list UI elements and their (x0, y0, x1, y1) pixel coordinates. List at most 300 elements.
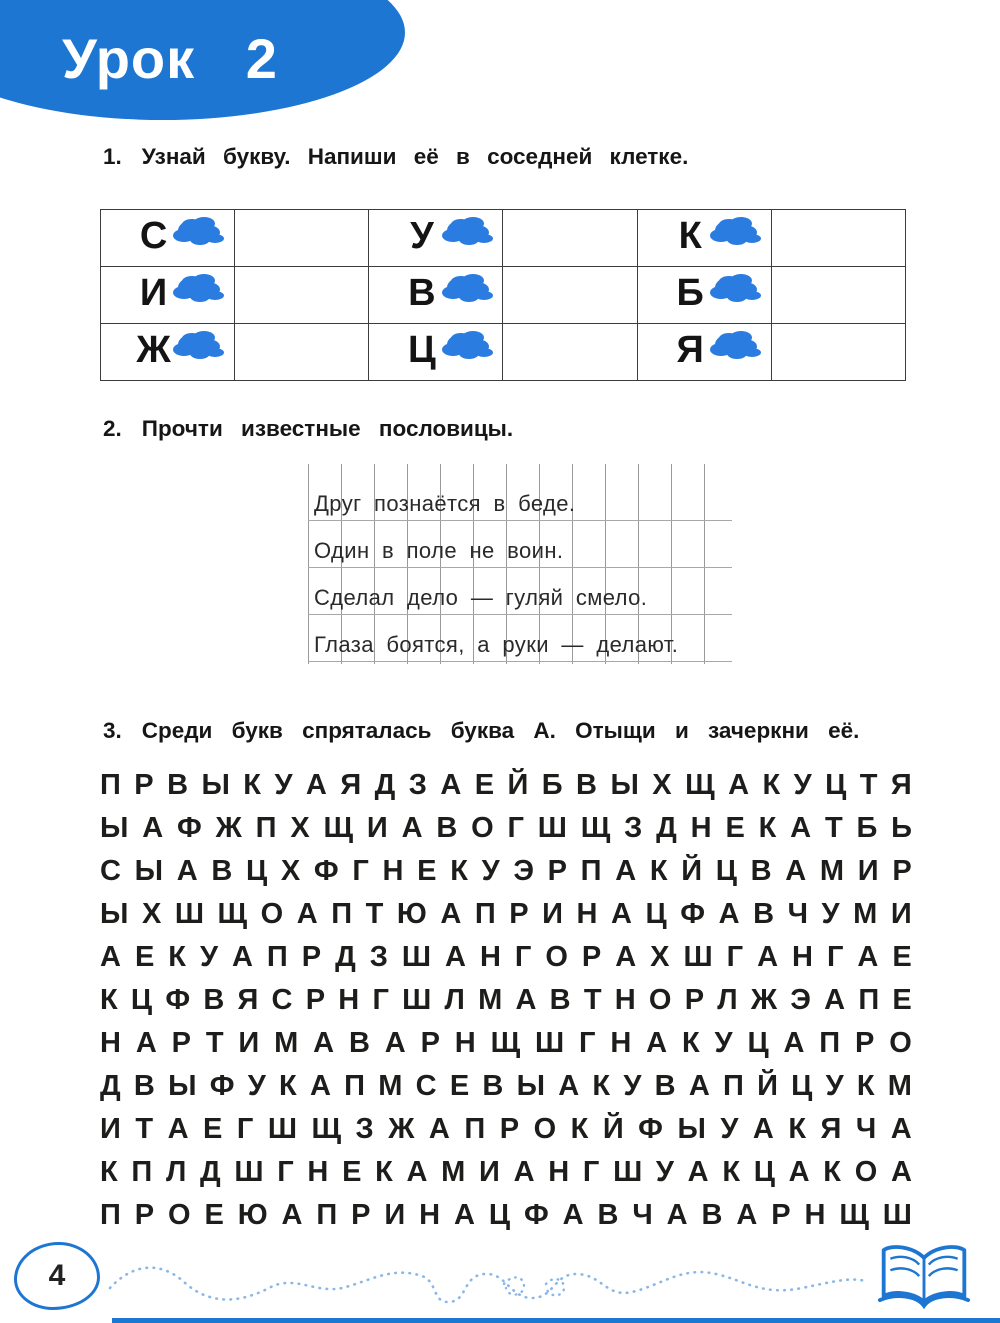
grid-letter: У (199, 941, 218, 973)
grid-letter: Ы (610, 769, 639, 801)
grid-letter: Е (725, 812, 745, 844)
grid-letter: Й (602, 1113, 624, 1145)
grid-letter: Ы (677, 1113, 706, 1145)
grid-letter: Е (474, 769, 495, 801)
cloud-scribble-icon (447, 277, 477, 298)
grid-letter: Д (335, 941, 356, 973)
grid-letter: И (890, 898, 912, 930)
grid-letter: К (450, 855, 468, 887)
given-letter-cell (101, 267, 235, 324)
grid-letter: У (655, 1156, 674, 1188)
grid-letter: Х (290, 812, 310, 844)
grid-letter: Й (507, 769, 529, 801)
grid-letter: Т (824, 812, 843, 844)
grid-letter: К (570, 1113, 589, 1145)
grid-letter: Л (444, 984, 465, 1016)
grid-letter: Н (576, 898, 598, 930)
grid-letter: Н (610, 1027, 632, 1059)
answer-cell[interactable] (771, 267, 905, 324)
letter-grid-row (100, 764, 912, 807)
grid-letter: А (513, 1156, 535, 1188)
grid-letter: Ф (177, 812, 202, 844)
grid-letter: У (825, 1070, 844, 1102)
grid-letter: Ш (683, 941, 713, 973)
grid-letter: З (369, 941, 388, 973)
grid-letter: К (681, 1027, 700, 1059)
grid-letter: А (406, 1156, 428, 1188)
grid-letter: В (482, 1070, 504, 1102)
letter-grid-row (100, 1108, 912, 1151)
grid-letter: Е (342, 1156, 362, 1188)
grid-letter: О (889, 1027, 912, 1059)
grid-letter: О (471, 812, 494, 844)
grid-letter: И (857, 855, 879, 887)
grid-letter: А (752, 1113, 774, 1145)
grid-letter: П (858, 984, 880, 1016)
grid-letter: И (238, 1027, 260, 1059)
cloud-scribble-icon (715, 334, 745, 355)
grid-letter: Ф (680, 898, 706, 930)
grid-letter: К (100, 984, 118, 1016)
grid-letter: З (355, 1113, 374, 1145)
grid-letter: Н (100, 1027, 121, 1059)
grid-letter: В (576, 769, 597, 801)
grid-letter: П (723, 1070, 744, 1102)
grid-letter: И (384, 1199, 406, 1231)
proverb-line: Сделал дело — гуляй смело. (308, 568, 732, 615)
grid-letter: А (790, 812, 812, 844)
grid-letter: А (281, 1199, 303, 1231)
grid-letter: К (823, 1156, 841, 1188)
grid-letter: У (793, 769, 812, 801)
grid-letter: Я (890, 769, 912, 801)
grid-letter: Г (514, 941, 532, 973)
grid-letter: П (255, 812, 277, 844)
table-row (101, 267, 906, 324)
given-letter-cell (369, 324, 503, 381)
grid-letter: В (549, 984, 571, 1016)
answer-cell[interactable] (235, 267, 369, 324)
grid-letter: А (135, 1027, 157, 1059)
cloud-scribble-icon (178, 277, 208, 298)
task2-title: Прочти известные пословицы. (141, 416, 514, 441)
grid-letter: А (100, 941, 121, 973)
grid-letter: Ч (632, 1199, 653, 1231)
letter-grid-row (100, 850, 912, 893)
grid-letter: Ф (523, 1199, 549, 1231)
grid-letter: Х (650, 941, 670, 973)
grid-letter: Р (499, 1113, 520, 1145)
cell-letter: И (139, 271, 168, 314)
grid-letter: А (757, 941, 779, 973)
grid-letter: Ш (537, 812, 567, 844)
grid-letter: М (274, 1027, 299, 1059)
grid-letter: П (819, 1027, 841, 1059)
grid-letter: Ш (882, 1199, 912, 1231)
grid-letter: Т (135, 1113, 154, 1145)
grid-letter: Ы (516, 1070, 545, 1102)
given-letter-cell (101, 324, 235, 381)
grid-letter: К (375, 1156, 393, 1188)
grid-letter: Е (417, 855, 437, 887)
grid-letter: Т (859, 769, 878, 801)
grid-letter: Р (171, 1027, 191, 1059)
grid-letter: Г (582, 1156, 600, 1188)
grid-letter: Р (581, 941, 602, 973)
grid-letter: Ь (891, 812, 912, 844)
grid-letter: А (890, 1113, 912, 1145)
grid-letter: В (167, 769, 189, 801)
grid-letter: А (309, 1070, 331, 1102)
grid-letter: Р (305, 984, 326, 1016)
letter-grid-row (100, 1065, 912, 1108)
grid-letter: К (649, 855, 668, 887)
grid-letter: Г (277, 1156, 294, 1188)
lesson-title: Урок 2 (62, 27, 278, 90)
grid-letter: У (821, 898, 840, 930)
answer-cell[interactable] (503, 210, 637, 267)
grid-letter: В (753, 898, 775, 930)
grid-letter: Я (237, 984, 259, 1016)
page-bottom-rule (112, 1318, 1000, 1323)
grid-letter: А (231, 941, 253, 973)
grid-letter: Ц (791, 1070, 813, 1102)
cloud-scribble-icon (447, 334, 477, 355)
letter-grid-row (100, 1151, 912, 1194)
grid-letter: Г (372, 984, 389, 1016)
cell-letter: Я (676, 328, 704, 371)
given-letter-cell (101, 210, 235, 267)
grid-letter: Э (513, 855, 534, 887)
grid-letter: А (562, 1199, 584, 1231)
task1-heading (103, 144, 688, 170)
table-row (101, 324, 906, 381)
grid-letter: У (481, 855, 500, 887)
grid-letter: Ы (201, 769, 230, 801)
cloud-scribble-icon (447, 220, 477, 241)
grid-letter: В (211, 855, 233, 887)
grid-letter: А (167, 1113, 189, 1145)
grid-letter: А (688, 1070, 710, 1102)
grid-letter: У (247, 1070, 266, 1102)
grid-letter: З (408, 769, 427, 801)
grid-letter: В (348, 1027, 370, 1059)
grid-letter: Ч (787, 898, 808, 930)
grid-letter: Х (280, 855, 301, 887)
page-number: 4 (48, 1259, 66, 1292)
grid-letter: П (464, 1113, 486, 1145)
answer-cell[interactable] (771, 324, 905, 381)
grid-letter: Й (757, 1070, 778, 1102)
grid-letter: А (611, 898, 632, 930)
grid-letter: А (783, 1027, 805, 1059)
grid-letter: О (545, 941, 568, 973)
grid-letter: К (592, 1070, 611, 1102)
cell-letter: К (678, 214, 702, 257)
grid-letter: А (176, 855, 198, 887)
grid-letter: Ф (165, 984, 191, 1016)
letter-grid-row (100, 807, 912, 850)
grid-letter: Щ (217, 898, 248, 930)
grid-letter: Н (419, 1199, 441, 1231)
grid-letter: К (758, 812, 777, 844)
grid-letter: Щ (839, 1199, 869, 1231)
grid-letter: И (366, 812, 388, 844)
letter-grid-row (100, 893, 912, 936)
grid-letter: У (720, 1113, 739, 1145)
grid-letter: Н (548, 1156, 570, 1188)
page-number-bubble (14, 1242, 100, 1310)
grid-letter: С (415, 1070, 437, 1102)
cell-letter: Б (676, 271, 704, 314)
grid-letter: А (440, 769, 462, 801)
grid-letter: П (266, 941, 288, 973)
grid-letter: О (168, 1199, 191, 1231)
grid-letter: К (168, 941, 186, 973)
grid-letter: Н (382, 855, 404, 887)
grid-letter: Ы (134, 855, 164, 887)
cell-letter: В (408, 271, 436, 314)
answer-cell[interactable] (235, 324, 369, 381)
grid-letter: Е (892, 941, 912, 973)
grid-letter: П (580, 855, 602, 887)
given-letter-cell (637, 210, 771, 267)
grid-letter: Б (541, 769, 563, 801)
grid-letter: Р (301, 941, 322, 973)
grid-letter: А (313, 1027, 335, 1059)
letter-recognition-table (100, 209, 906, 381)
grid-letter: Ф (209, 1070, 235, 1102)
grid-letter: Ш (402, 984, 432, 1016)
grid-letter: Ц (488, 1199, 511, 1231)
grid-letter: Ц (715, 855, 737, 887)
letter-grid-row (100, 979, 912, 1022)
grid-letter: Д (656, 812, 677, 844)
grid-letter: Щ (323, 812, 354, 844)
grid-letter: М (853, 898, 878, 930)
grid-letter: Ш (267, 1113, 297, 1145)
grid-letter: О (648, 984, 672, 1016)
grid-letter: Д (374, 769, 396, 801)
grid-letter: В (701, 1199, 723, 1231)
grid-letter: О (854, 1156, 878, 1188)
grid-letter: Щ (685, 769, 715, 801)
grid-letter: Н (792, 941, 813, 973)
cell-letter: У (410, 214, 434, 257)
grid-letter: И (100, 1113, 121, 1145)
grid-letter: Е (134, 941, 155, 973)
grid-letter: К (856, 1070, 875, 1102)
grid-letter: К (722, 1156, 741, 1188)
grid-letter: Ы (100, 812, 129, 844)
grid-letter: О (260, 898, 284, 930)
cloud-scribble-icon (715, 220, 745, 241)
proverb-line: Один в поле не воин. (308, 521, 732, 568)
grid-letter: Ы (168, 1070, 197, 1102)
grid-letter: А (857, 941, 879, 973)
proverb-line: Глаза боятся, а руки — делают. (308, 615, 732, 662)
grid-letter: П (344, 1070, 365, 1102)
answer-cell[interactable] (771, 210, 905, 267)
grid-letter: К (279, 1070, 297, 1102)
given-letter-cell (637, 324, 771, 381)
grid-letter: А (305, 769, 327, 801)
grid-letter: Н (479, 941, 501, 973)
grid-letter: А (615, 855, 637, 887)
grid-letter: Е (892, 984, 912, 1016)
grid-letter: К (100, 1156, 118, 1188)
grid-letter: З (624, 812, 643, 844)
grid-letter: А (440, 898, 462, 930)
grid-letter: Щ (490, 1027, 521, 1059)
grid-letter: Т (365, 898, 384, 930)
grid-letter: П (100, 1199, 121, 1231)
grid-letter: Я (340, 769, 362, 801)
grid-letter: Р (855, 1027, 875, 1059)
grid-letter: М (478, 984, 503, 1016)
grid-letter: Н (307, 1156, 329, 1188)
grid-letter: Ж (750, 984, 778, 1016)
grid-letter: Н (690, 812, 712, 844)
grid-letter: М (819, 855, 845, 887)
grid-letter: А (646, 1027, 668, 1059)
grid-letter: А (728, 769, 750, 801)
grid-letter: Щ (580, 812, 611, 844)
grid-letter: А (718, 898, 740, 930)
grid-letter: П (474, 898, 496, 930)
grid-letter: Ш (234, 1156, 264, 1188)
grid-letter: Ш (401, 941, 432, 973)
cell-letter: Ж (136, 328, 171, 371)
grid-letter: Я (820, 1113, 842, 1145)
grid-letter: П (100, 769, 121, 801)
table-row (101, 210, 906, 267)
grid-letter: Ы (100, 898, 129, 930)
cloud-scribble-icon (715, 277, 745, 298)
grid-letter: В (597, 1199, 619, 1231)
task3-heading (103, 718, 859, 744)
grid-letter: У (623, 1070, 642, 1102)
grid-letter: Ф (638, 1113, 663, 1145)
grid-letter: Х (141, 898, 162, 930)
grid-letter: М (887, 1070, 912, 1102)
grid-letter: М (378, 1070, 403, 1102)
grid-letter: Д (100, 1070, 121, 1102)
writing-practice-area (308, 464, 732, 664)
grid-letter: Э (790, 984, 811, 1016)
grid-letter: А (428, 1113, 450, 1145)
grid-letter: Л (717, 984, 738, 1016)
open-book-icon (876, 1240, 972, 1316)
grid-letter: П (316, 1199, 338, 1231)
letter-grid-row (100, 1022, 912, 1065)
proverb-line: Друг познаётся в беде. (308, 474, 732, 521)
grid-letter: А (615, 941, 637, 973)
grid-letter: Р (420, 1027, 440, 1059)
grid-letter: В (750, 855, 772, 887)
grid-letter: Г (507, 812, 524, 844)
grid-letter: Ж (215, 812, 242, 844)
grid-letter: У (714, 1027, 733, 1059)
grid-letter: Ф (313, 855, 339, 887)
grid-letter: А (384, 1027, 406, 1059)
grid-letter: Р (134, 769, 154, 801)
grid-letter: Л (165, 1156, 187, 1188)
grid-letter: Е (203, 1113, 223, 1145)
task2-heading (103, 416, 513, 442)
grid-letter: С (271, 984, 293, 1016)
grid-letter: У (274, 769, 293, 801)
grid-letter: А (454, 1199, 475, 1231)
grid-letter: В (203, 984, 225, 1016)
cloud-scribble-icon (178, 334, 208, 355)
grid-letter: Ц (645, 898, 667, 930)
grid-letter: Щ (311, 1113, 342, 1145)
grid-letter: К (762, 769, 781, 801)
grid-letter: Ц (246, 855, 268, 887)
task1-number: 1. (103, 144, 122, 169)
grid-letter: Ж (388, 1113, 415, 1145)
grid-letter: К (788, 1113, 807, 1145)
grid-letter: Р (684, 984, 705, 1016)
grid-letter: П (131, 1156, 153, 1188)
grid-letter: А (296, 898, 318, 930)
answer-cell[interactable] (503, 267, 637, 324)
grid-letter: Р (509, 898, 529, 930)
cell-letter: С (139, 214, 168, 257)
grid-letter: Ю (237, 1199, 268, 1231)
answer-cell[interactable] (235, 210, 369, 267)
grid-letter: И (479, 1156, 500, 1188)
grid-letter: Р (547, 855, 567, 887)
answer-cell[interactable] (503, 324, 637, 381)
grid-letter: В (436, 812, 458, 844)
task3-number: 3. (103, 718, 122, 743)
grid-letter: Н (454, 1027, 476, 1059)
grid-letter: А (687, 1156, 709, 1188)
grid-letter: А (401, 812, 423, 844)
grid-letter: Е (204, 1199, 224, 1231)
grid-letter: Г (726, 941, 744, 973)
grid-letter: Н (614, 984, 636, 1016)
grid-letter: Б (856, 812, 878, 844)
grid-letter: А (890, 1156, 912, 1188)
grid-letter: А (785, 855, 807, 887)
grid-letter: Й (681, 855, 703, 887)
grid-letter: А (142, 812, 164, 844)
grid-letter: Н (338, 984, 360, 1016)
cell-letter: Ц (408, 328, 436, 371)
task3-title: Среди букв спряталась буква А. Отыщи и зачеркни её. (141, 718, 860, 743)
grid-letter: Ц (747, 1027, 769, 1059)
grid-letter: А (788, 1156, 810, 1188)
grid-letter: М (441, 1156, 466, 1188)
grid-letter: К (243, 769, 261, 801)
grid-letter: А (515, 984, 537, 1016)
grid-letter: Г (826, 941, 844, 973)
grid-letter: Д (200, 1156, 221, 1188)
grid-letter: Ч (855, 1113, 877, 1145)
grid-letter: Г (236, 1113, 254, 1145)
grid-letter: А (558, 1070, 580, 1102)
grid-letter: Р (134, 1199, 155, 1231)
grid-letter: Г (579, 1027, 596, 1059)
grid-letter: Ц (753, 1156, 775, 1188)
grid-letter: И (542, 898, 563, 930)
task1-title: Узнай букву. Напиши её в соседней клетке. (141, 144, 689, 169)
grid-letter: Р (892, 855, 912, 887)
grid-letter: С (100, 855, 121, 887)
